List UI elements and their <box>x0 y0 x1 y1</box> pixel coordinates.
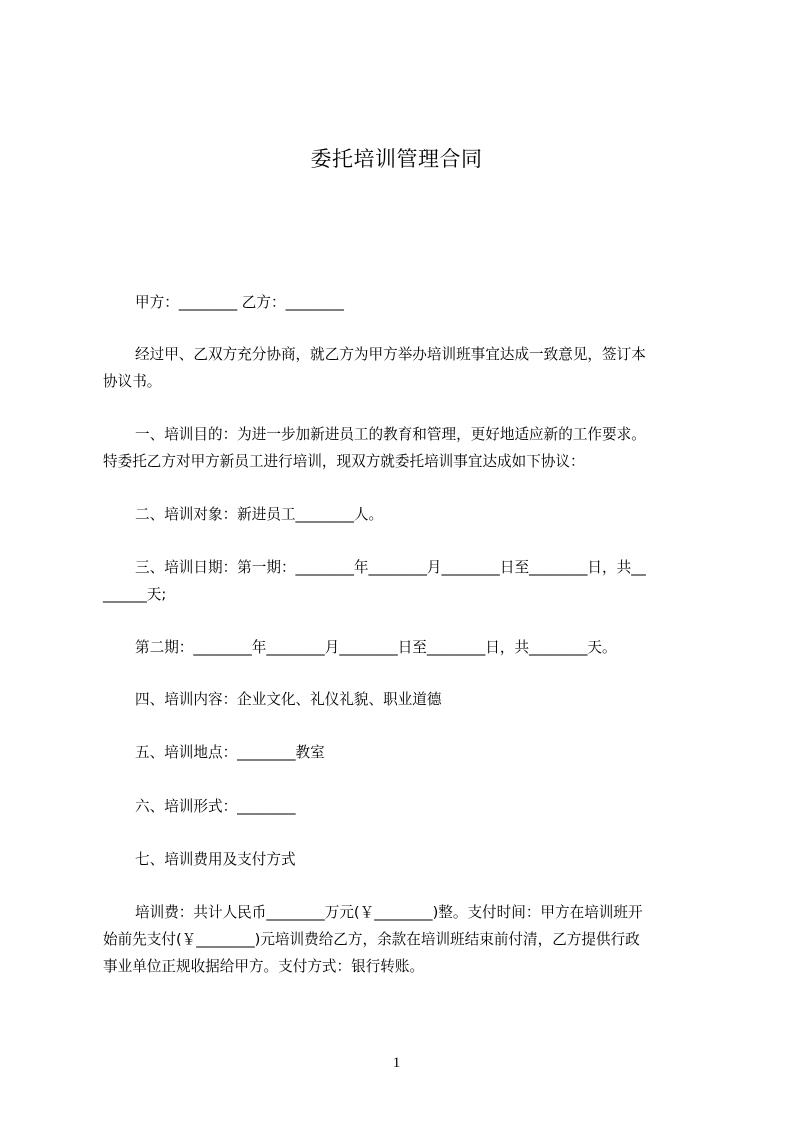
fees-line-2: 始前先支付(￥________)元培训费给乙方，余款在培训班结束前付清，乙方提供行政 <box>103 931 640 948</box>
document-title: 委托培训管理合同 <box>310 147 483 171</box>
intro-line-1: 经过甲、乙双方充分协商，就乙方为甲方举办培训班事宜达成一致意见，签订本 <box>135 346 646 363</box>
clause-5: 五、培训地点：________教室 <box>135 744 325 761</box>
parties-line: 甲方：________ 乙方：________ <box>135 294 344 311</box>
clause-3-line-2: ______天; <box>103 586 167 603</box>
fees-line-1: 培训费：共计人民币________万元(￥________)整。支付时间：甲方在培训班开 <box>135 904 643 921</box>
clause-3-line-1: 三、培训日期：第一期：________年________月________日至________日，共__ <box>135 559 646 576</box>
clause-6: 六、培训形式：________ <box>135 798 296 815</box>
clause-1-line-1: 一、培训目的：为进一步加新进员工的教育和管理，更好地适应新的工作要求。 <box>135 426 646 443</box>
clause-4: 四、培训内容：企业文化、礼仪礼貌、职业道德 <box>135 691 442 708</box>
clause-2: 二、培训对象：新进员工________人。 <box>135 506 384 523</box>
intro-line-2: 协议书。 <box>103 373 162 390</box>
fees-line-3: 事业单位正规收据给甲方。支付方式：银行转账。 <box>103 958 425 975</box>
clause-1-line-2: 特委托乙方对甲方新员工进行培训，现双方就委托培训事宜达成如下协议： <box>103 453 585 470</box>
clause-7: 七、培训费用及支付方式 <box>135 851 296 868</box>
clause-3-second-period: 第二期：________年________月________日至________日，共________天。 <box>135 639 617 656</box>
page-number: 1 <box>392 1055 401 1071</box>
